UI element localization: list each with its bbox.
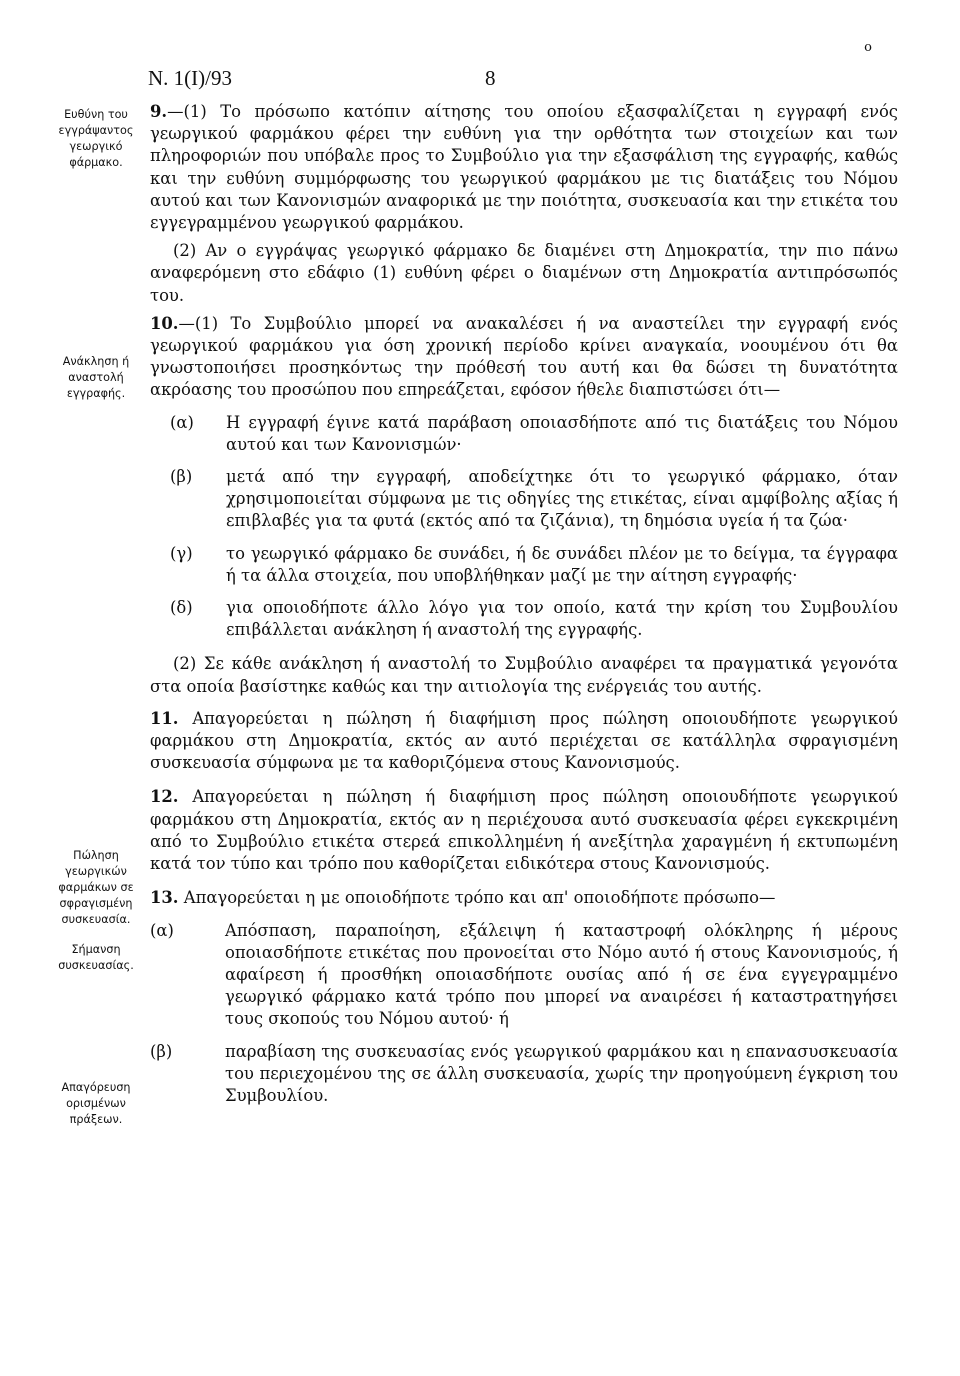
list-item [170,412,898,456]
item-label: (β) [170,467,193,487]
margin-note-liability: Ευθύνη του εγγράψαντος γεωργικό φάρμακο. [58,108,134,169]
section-text: Απαγορεύεται η πώληση ή διαφήμιση προς πώληση οποιουδήποτε γεωργικού φαρμάκου στη Δημοκρατία, εκτός αν η περιέχουσα αυτό συσκευασία φέρει εγκεκριμένη από το Συμβούλιο ετικέτα στερεά επικολλημένη ή ανεξίτηλα χαραγμένη ή εκτυπωμένη κατά τον τύπο και τρόπο που καθορίζεται ειδικότερα στους Κανονισμούς. [150,787,898,874]
item-label: (δ) [170,598,193,618]
law-number: Ν. 1(I)/93 [148,66,232,90]
list-item [150,1041,898,1108]
body-text [150,101,898,1107]
list-item [170,466,898,533]
margin-note-prohibited-acts: Απαγόρευση ορισμένων πράξεων. [61,1081,131,1126]
list-item [170,597,898,641]
item-text: για οποιοδήποτε άλλο λόγο για τον οποίο, κατά την κρίση του Συμβουλίου επιβάλλεται ανάκληση ή αναστολή της εγγραφής. [226,598,898,640]
item-text: Η εγγραφή έγινε κατά παράβαση οποιασδήποτε από τις διατάξεις του Νόμου αυτού και των Κανονισμών· [226,412,898,454]
page-number: 8 [485,66,496,90]
page-header [148,40,908,96]
section-9-subsection-1 [150,101,898,234]
section-13 [150,887,898,909]
section-text: —(1) Το Συμβούλιο μπορεί να ανακαλέσει ή να αναστείλει την εγγραφή ενός γεωργικού φαρμάκου για όση χρονική περίοδο κρίνει αναγκαία, νοουμένου ότι θα γνωστοποιήσει προσηκόντως την πρόθεσή του αυτή και θα δώσει τη δυνατότητα ακρόασης του προσώπου που επηρεάζεται, εφόσον ήθελε διαπιστώσει ότι— [150,313,898,400]
section-number: 12. [150,787,179,807]
section-10-items [170,412,898,642]
item-label: (α) [150,920,174,940]
margin-note-revocation: Ανάκληση ή αναστολή εγγραφής. [62,355,130,400]
item-text: το γεωργικό φάρμακο δε συνάδει, ή δε συνάδει πλέον με το δείγμα, τα έγγραφα ή τα άλλα στοιχεία, που υποβλήθηκαν μαζί με την αίτηση εγγραφής· [226,543,898,585]
item-text: μετά από την εγγραφή, αποδείχτηκε ότι το γεωργικό φάρμακο, όταν χρησιμοποιείται σύμφωνα με τις οδηγίες της ετικέτας, είναι αμφίβολης αξίας ή επιβλαβές για τα φυτά (εκτός από τα ζιζάνια), τη δημόσια υγεία ή τα ζώα· [226,467,898,531]
list-item [170,543,898,587]
item-label: (α) [170,412,194,432]
list-item [150,920,898,1031]
section-text: Απαγορεύεται η πώληση ή διαφήμιση προς πώληση οποιουδήποτε γεωργικού φαρμάκου στη Δημοκρατία, εκτός αν αυτό περιέχεται σε κατάλληλα σφραγισμένη συσκευασία σύμφωνα με τα καθοριζόμενα στους Κανονισμούς. [150,708,898,773]
page-mark: o [864,40,872,55]
section-10-subsection-1 [150,313,898,402]
section-11 [150,708,898,775]
section-number: 10. [150,313,179,333]
margin-note-labelling: Σήμανση συσκευασίας. [58,943,134,972]
section-10-subsection-2: (2) Σε κάθε ανάκληση ή αναστολή το Συμβούλιο αναφέρει τα πραγματικά γεγονότα στα οποία βασίστηκε καθώς και την αιτιολογία της ενέργειάς του αυτής. [150,654,898,696]
margin-note-sealed-packaging: Πώληση γεωργικών φαρμάκων σε σφραγισμένη συσκευασία. [58,849,134,926]
item-text: Απόσπαση, παραποίηση, εξάλειψη ή καταστροφή ολόκληρης ή μέρους οποιασδήποτε ετικέτας που προνοείται στο Νόμο αυτό ή στους Κανονισμούς, ή αφαίρεση ή προσθήκη οποιασδήποτε ουσίας από ή σε ένα εγγεγραμμένο γεωργικό φάρμακο κατά τρόπο που μπορεί να αναιρέσει ή καταστρατηγήσει τους σκοπούς του Νόμου αυτού· ή [225,920,898,1029]
item-text: παραβίαση της συσκευασίας ενός γεωργικού φαρμάκου και η επανασυσκευασία του περιεχομένου της σε άλλη συσκευασία, χωρίς την προηγούμενη έγκριση του Συμβουλίου. [225,1041,898,1105]
section-text: Απαγορεύεται η με οποιοδήποτε τρόπο και απ' οποιοδήποτε πρόσωπο— [183,888,776,908]
item-label: (β) [150,1041,173,1061]
section-number: 9. [150,102,168,121]
item-label: (γ) [170,543,193,563]
section-9-subsection-2: (2) Αν ο εγγράψας γεωργικό φάρμακο δε διαμένει στη Δημοκρατία, την πιο πάνω αναφερόμενη στο εδάφιο (1) ευθύνη φέρει ο διαμένων στη Δημοκρατία αντιπρόσωπός του. [150,241,898,305]
section-text: —(1) Το πρόσωπο κατόπιν αίτησης του οποίου εξασφαλίζεται η εγγραφή ενός γεωργικού φαρμάκου φέρει την ευθύνη για την ορθότητα των στοιχείων και των πληροφοριών που υπόβαλε προς το Συμβούλιο για την εξασφάλιση της εγγραφής, καθώς και την ευθύνη συμμόρφωσης του γεωργικού φαρμάκου με τις διατάξεις του Νόμου αυτού και των Κανονισμών αναφορικά με την ποιότητα, συσκευασία και την ετικέτα του εγγεγραμμένου γεωργικού φαρμάκου. [150,102,898,233]
section-13-items [150,920,898,1108]
section-12 [150,786,898,875]
section-number: 13. [150,888,179,908]
section-number: 11. [150,708,179,728]
